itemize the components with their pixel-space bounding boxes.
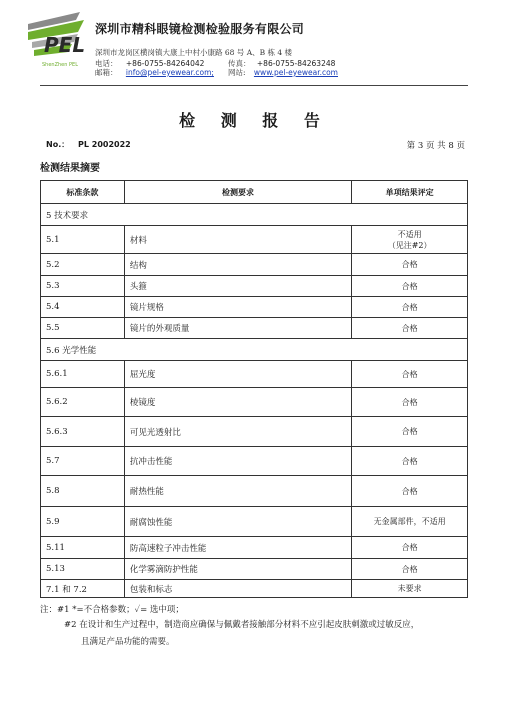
table-row bbox=[41, 276, 468, 297]
requirement-cell: 屈光度 bbox=[124, 361, 351, 388]
table-row bbox=[41, 417, 468, 447]
section-title: 5.6 光学性能 bbox=[41, 339, 468, 361]
report-number bbox=[46, 139, 131, 150]
table-section-row bbox=[41, 204, 468, 226]
table-section-row bbox=[41, 339, 468, 361]
clause-cell: 5.13 bbox=[41, 559, 125, 580]
clause-cell: 5.4 bbox=[41, 297, 125, 318]
clause-cell: 5.2 bbox=[41, 254, 125, 276]
result-cell: 合格 bbox=[352, 417, 468, 447]
clause-cell: 7.1 和 7.2 bbox=[41, 580, 125, 598]
requirement-cell: 抗冲击性能 bbox=[124, 447, 351, 476]
report-number-label: No.： bbox=[46, 140, 70, 149]
result-cell: 合格 bbox=[352, 559, 468, 580]
result-cell: 合格 bbox=[352, 388, 468, 417]
clause-cell: 5.5 bbox=[41, 318, 125, 339]
table-row bbox=[41, 476, 468, 507]
summary-heading: 检测结果摘要 bbox=[40, 163, 100, 174]
result-note-ref: （见注#2） bbox=[387, 240, 432, 250]
requirement-cell: 棱镜度 bbox=[124, 388, 351, 417]
result-cell: 未要求 bbox=[352, 580, 468, 598]
requirement-cell: 材料 bbox=[124, 226, 351, 254]
result-cell: 合格 bbox=[352, 447, 468, 476]
table-header-row bbox=[41, 181, 468, 204]
fax-value: +86-0755-84263248 bbox=[256, 59, 336, 68]
page-indicator: 第 3 页 共 8 页 bbox=[406, 141, 465, 151]
requirement-cell: 头箍 bbox=[124, 276, 351, 297]
header-requirement: 检测要求 bbox=[124, 181, 351, 204]
requirement-cell: 耐腐蚀性能 bbox=[124, 507, 351, 537]
clause-cell: 5.11 bbox=[41, 537, 125, 559]
tel-value: +86-0755-84264042 bbox=[125, 59, 205, 68]
result-cell: 无金属部件，不适用 bbox=[352, 507, 468, 537]
table-row bbox=[41, 580, 468, 598]
svg-text:ShenZhen PEL: ShenZhen PEL bbox=[42, 62, 78, 68]
table-row bbox=[41, 318, 468, 339]
result-cell: 合格 bbox=[352, 318, 468, 339]
tel-label: 电话： bbox=[95, 59, 118, 68]
web-link[interactable]: www.pel-eyewear.com bbox=[253, 68, 338, 77]
email-label: 邮箱： bbox=[95, 68, 118, 77]
requirement-cell: 镜片规格 bbox=[124, 297, 351, 318]
section-title: 5 技术要求 bbox=[41, 204, 468, 226]
header-divider bbox=[40, 85, 468, 86]
result-cell: 合格 bbox=[352, 297, 468, 318]
fax-label: 传真： bbox=[228, 59, 251, 68]
note-2-continued: 且满足产品功能的需要。 bbox=[81, 637, 175, 647]
table-row bbox=[41, 447, 468, 476]
table-row bbox=[41, 254, 468, 276]
clause-cell: 5.3 bbox=[41, 276, 125, 297]
clause-cell: 5.1 bbox=[41, 226, 125, 254]
email-link[interactable]: info@pel-eyewear.com; bbox=[125, 68, 214, 77]
table-row bbox=[41, 507, 468, 537]
result-cell: 合格 bbox=[352, 361, 468, 388]
clause-cell: 5.8 bbox=[41, 476, 125, 507]
result-cell bbox=[352, 226, 468, 254]
requirement-cell: 可见光透射比 bbox=[124, 417, 351, 447]
requirement-cell: 包装和标志 bbox=[124, 580, 351, 598]
clause-cell: 5.7 bbox=[41, 447, 125, 476]
header-result: 单项结果评定 bbox=[352, 181, 468, 204]
table-row bbox=[41, 297, 468, 318]
result-cell: 合格 bbox=[352, 537, 468, 559]
requirement-cell: 化学雾滴防护性能 bbox=[124, 559, 351, 580]
header-clause: 标准条款 bbox=[41, 181, 125, 204]
result-text: 不适用 bbox=[397, 229, 422, 239]
table-row bbox=[41, 537, 468, 559]
table-row bbox=[41, 361, 468, 388]
note-2: #2 在设计和生产过程中，制造商应确保与佩戴者接触部分材料不应引起皮肤刺激或过敏反应， bbox=[64, 620, 420, 630]
company-logo bbox=[22, 10, 88, 74]
clause-cell: 5.6.2 bbox=[41, 388, 125, 417]
requirement-cell: 镜片的外观质量 bbox=[124, 318, 351, 339]
svg-text:PEL: PEL bbox=[44, 33, 86, 57]
table-row bbox=[41, 388, 468, 417]
contact-email-row bbox=[95, 67, 214, 78]
requirement-cell: 防高速粒子冲击性能 bbox=[124, 537, 351, 559]
clause-cell: 5.6.3 bbox=[41, 417, 125, 447]
company-address: 深圳市龙岗区横岗镇大康上中村小康路 68 号 A、B 栋 4 楼 bbox=[95, 48, 293, 57]
result-cell: 合格 bbox=[352, 254, 468, 276]
requirement-cell: 耐热性能 bbox=[124, 476, 351, 507]
contact-web-row bbox=[228, 67, 338, 78]
table-body bbox=[41, 204, 468, 598]
requirement-cell: 结构 bbox=[124, 254, 351, 276]
report-number-value: PL 2002022 bbox=[78, 140, 131, 149]
result-cell: 合格 bbox=[352, 476, 468, 507]
company-name: 深圳市精科眼镜检测检验服务有限公司 bbox=[95, 22, 305, 36]
result-cell: 合格 bbox=[352, 276, 468, 297]
table-row bbox=[41, 559, 468, 580]
report-title: 检 测 报 告 bbox=[179, 111, 330, 130]
clause-cell: 5.9 bbox=[41, 507, 125, 537]
web-label: 网站: bbox=[228, 68, 246, 77]
note-1: 注：#1 *=不合格参数；✓= 选中项； bbox=[40, 605, 184, 615]
results-table bbox=[40, 180, 468, 598]
table-row bbox=[41, 226, 468, 254]
clause-cell: 5.6.1 bbox=[41, 361, 125, 388]
